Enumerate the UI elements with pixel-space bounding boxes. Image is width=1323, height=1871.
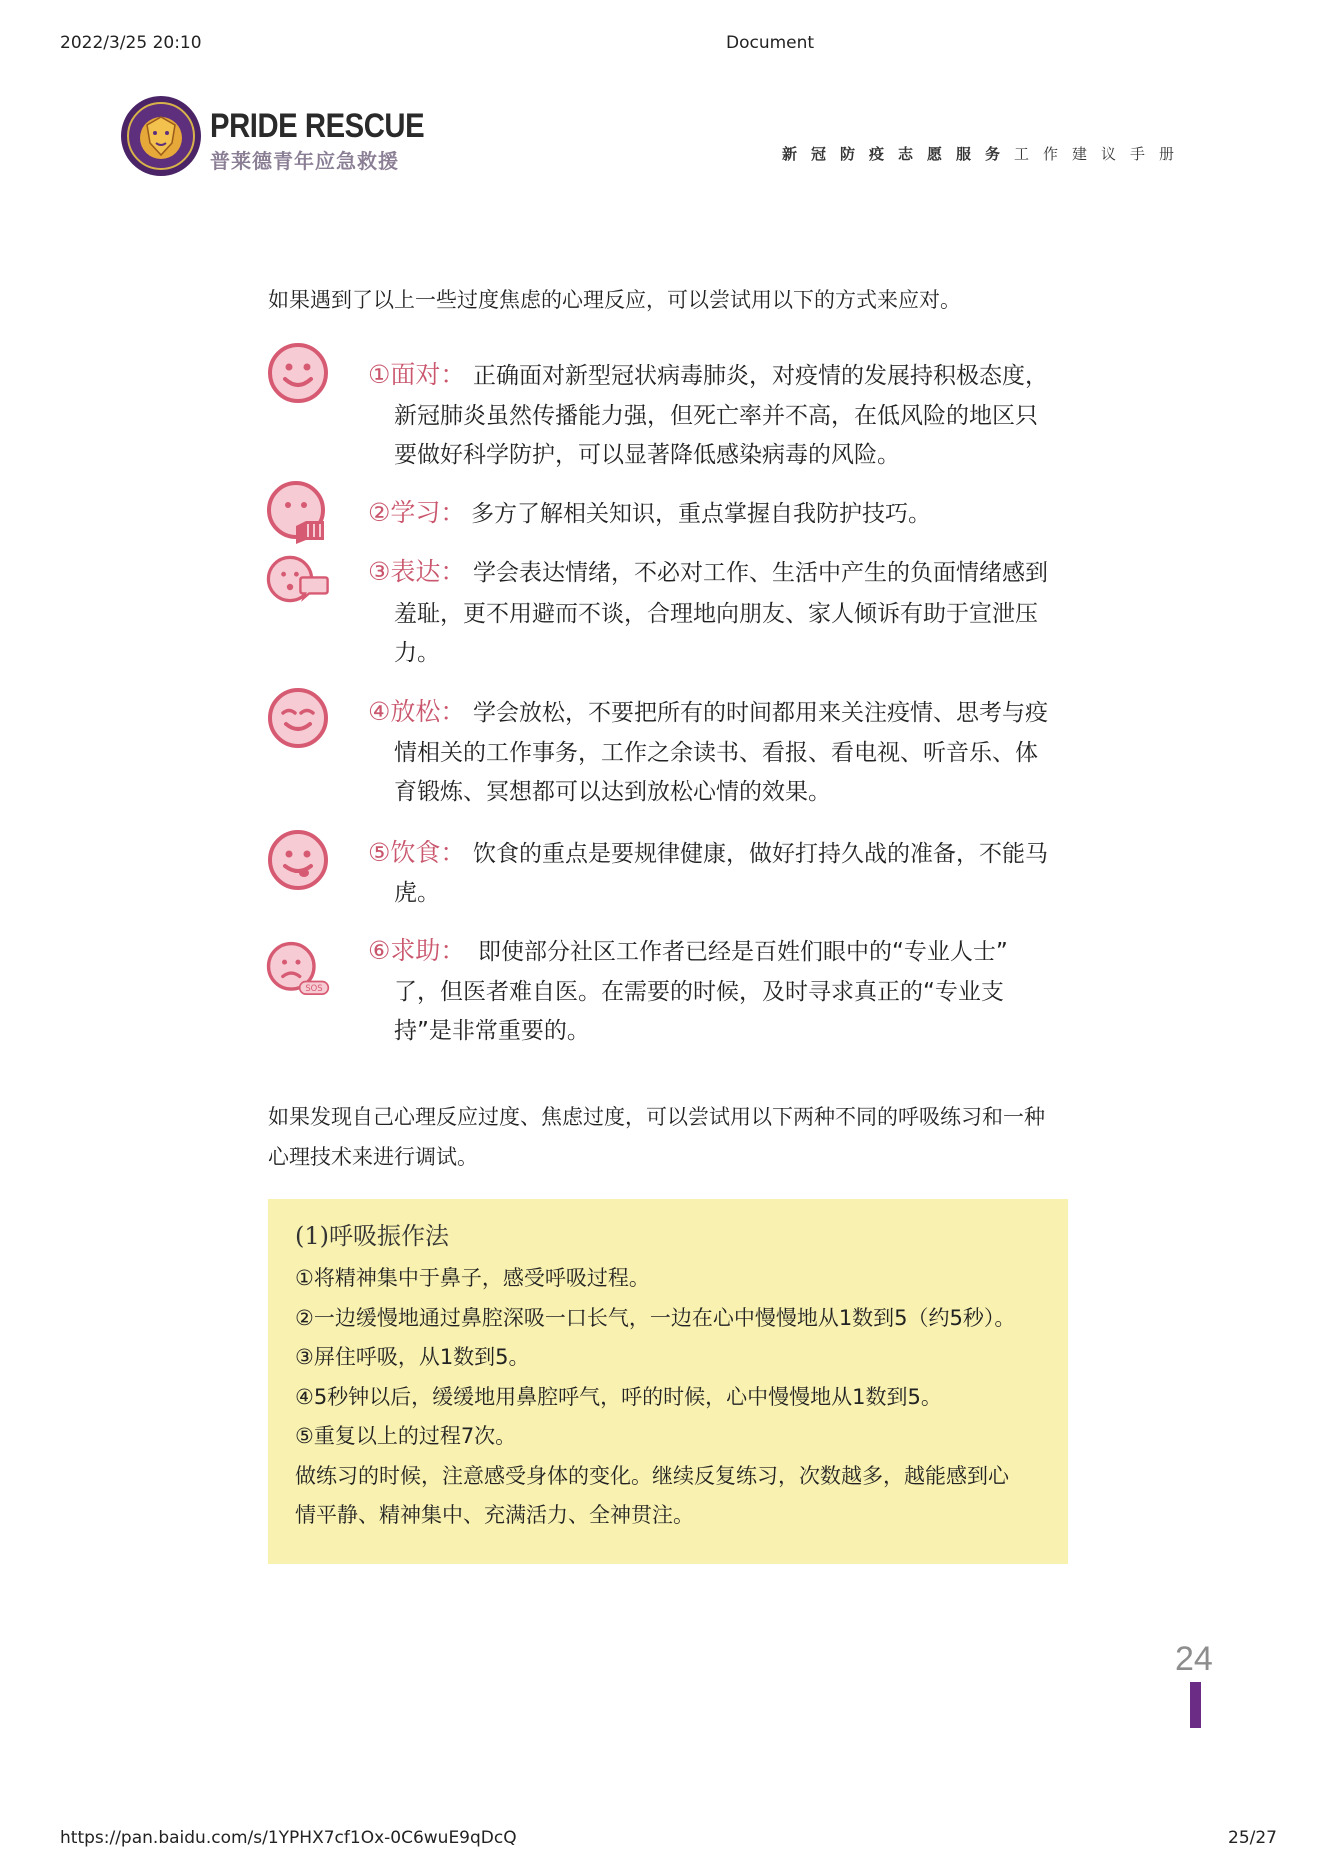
item-line: 要做好科学防护，可以显著降低感染病毒的风险。: [394, 442, 900, 468]
item-line: 持”是非常重要的。: [394, 1018, 590, 1044]
page-number: 24: [1175, 1640, 1213, 1678]
item-line: 虎。: [394, 880, 440, 906]
item-line: 饮食的重点是要规律健康，做好打持久战的准备，不能马: [473, 841, 1048, 867]
print-footer-page-count: 25/27: [1228, 1828, 1277, 1848]
breathing-step: ①将精神集中于鼻子，感受呼吸过程。: [295, 1266, 650, 1290]
tongue-face-icon: [266, 828, 330, 892]
breathing-step: ③屏住呼吸，从1数到5。: [295, 1345, 530, 1369]
outro-line: 如果发现自己心理反应过度、焦虑过度，可以尝试用以下两种不同的呼吸练习和一种: [268, 1105, 1045, 1129]
item-line: 羞耻，更不用避而不谈，合理地向朋友、家人倾诉有助于宣泄压: [394, 601, 1038, 627]
smile-face-icon: [266, 341, 330, 405]
talking-face-icon: [266, 547, 330, 611]
item-label-face: ①面对：: [368, 360, 466, 389]
print-datetime: 2022/3/25 20:10: [60, 33, 202, 53]
item-label-learn: ②学习：: [368, 498, 466, 527]
intro-paragraph: 如果遇到了以上一些过度焦虑的心理反应，可以尝试用以下的方式来应对。: [268, 288, 961, 312]
item-label-express: ③表达：: [368, 557, 466, 586]
breathing-note: 做练习的时候，注意感受身体的变化。继续反复练习，次数越多，越能感到心: [295, 1464, 1009, 1488]
item-line: 力。: [394, 640, 440, 666]
page-number-bar: [1190, 1682, 1201, 1728]
print-footer-url[interactable]: https://pan.baidu.com/s/1YPHX7cf1Ox-0C6wuE9qDcQ: [60, 1828, 517, 1848]
reading-face-icon: [266, 480, 330, 544]
item-line: 了，但医者难自医。在需要的时候，及时寻求真正的“专业支: [394, 979, 1004, 1005]
outro-line: 心理技术来进行调试。: [268, 1145, 478, 1169]
breathing-step: ②一边缓慢地通过鼻腔深吸一口长气，一边在心中慢慢地从1数到5（约5秒）。: [295, 1306, 1016, 1330]
breathing-note: 情平静、精神集中、充满活力、全神贯注。: [295, 1503, 694, 1527]
manual-title: [782, 143, 1188, 164]
sos-label: SOS: [305, 983, 323, 994]
logo-subtitle: 普莱德青年应急救援: [210, 149, 399, 173]
item-line: 多方了解相关知识，重点掌握自我防护技巧。: [471, 501, 931, 527]
item-line: 情相关的工作事务，工作之余读书、看报、看电视、听音乐、体: [394, 740, 1038, 766]
manual-title-bold: 新冠防疫志愿服务: [781, 145, 1014, 163]
print-doc-title: Document: [726, 33, 815, 53]
manual-title-normal: 工作建议手册: [1013, 145, 1188, 163]
item-line: 育锻炼、冥想都可以达到放松心情的效果。: [394, 779, 831, 805]
breathing-box-title: (1)呼吸振作法: [295, 1222, 449, 1250]
sos-face-icon: [266, 936, 330, 1000]
item-line: 学会放松，不要把所有的时间都用来关注疫情、思考与疫: [473, 700, 1048, 726]
relaxed-face-icon: [266, 686, 330, 750]
breathing-step: ④5秒钟以后，缓缓地用鼻腔呼气，呼的时候，心中慢慢地从1数到5。: [295, 1385, 942, 1409]
logo-title: PRIDE RESCUE: [210, 107, 425, 145]
item-label-diet: ⑤饮食：: [368, 838, 466, 867]
item-line: 正确面对新型冠状病毒肺炎，对疫情的发展持积极态度，: [473, 363, 1048, 389]
item-line: 新冠肺炎虽然传播能力强，但死亡率并不高，在低风险的地区只: [394, 403, 1038, 429]
item-line: 即使部分社区工作者已经是百姓们眼中的“专业人士”: [478, 939, 1008, 965]
item-label-relax: ④放松：: [368, 697, 466, 726]
item-line: 学会表达情绪，不必对工作、生活中产生的负面情绪感到: [473, 560, 1048, 586]
item-label-help: ⑥求助：: [368, 936, 466, 965]
pride-rescue-emblem-icon: [120, 95, 202, 177]
breathing-step: ⑤重复以上的过程7次。: [295, 1424, 517, 1448]
